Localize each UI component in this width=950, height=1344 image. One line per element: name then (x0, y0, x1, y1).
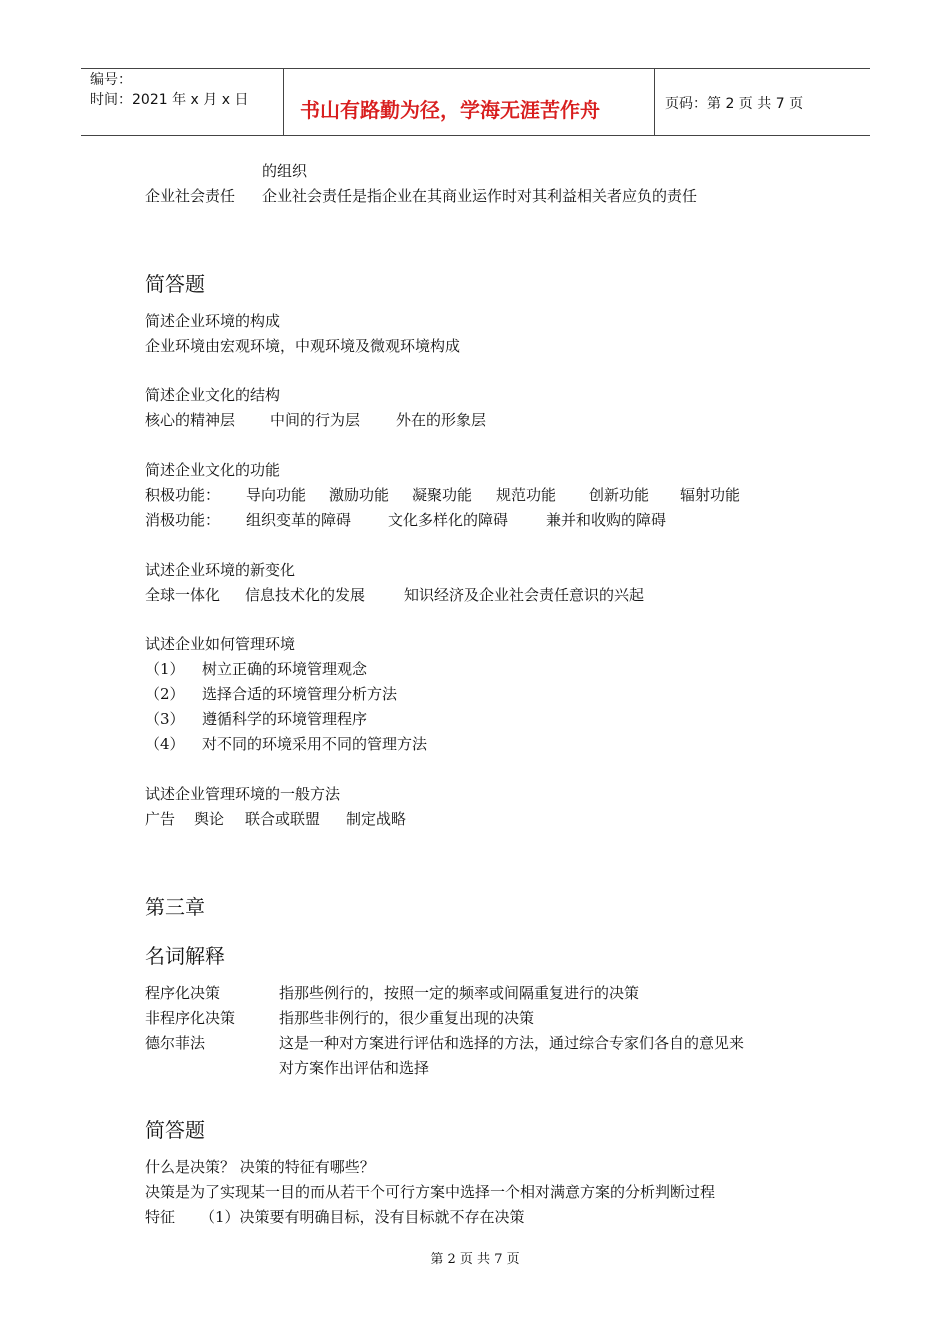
term-definition-continued: 对方案作出评估和选择 (279, 1059, 430, 1077)
csr-definition: 企业社会责任是指企业在其商业运作时对其利益相关者应负的责任 (262, 187, 698, 205)
q7-feature-item: （1）决策要有明确目标，没有目标就不存在决策 (200, 1208, 525, 1226)
q3-positive-label: 积极功能： (145, 486, 221, 504)
q4-answer-item: 信息技术化的发展 (245, 586, 366, 604)
q5-item-text: 遵循科学的环境管理程序 (202, 710, 368, 728)
q3-positive-item: 规范功能 (496, 486, 557, 504)
csr-term: 企业社会责任 (145, 187, 236, 205)
section-heading-short-answer-2: 简答题 (145, 1118, 205, 1142)
q4-title: 试述企业环境的新变化 (145, 561, 296, 579)
header-top-border (81, 68, 870, 69)
q3-title: 简述企业文化的功能 (145, 461, 281, 479)
q1-title: 简述企业环境的构成 (145, 312, 281, 330)
q2-answer-item: 中间的行为层 (270, 411, 361, 429)
q3-negative-item: 文化多样化的障碍 (388, 511, 509, 529)
q5-title: 试述企业如何管理环境 (145, 635, 296, 653)
q5-item-text: 对不同的环境采用不同的管理方法 (202, 735, 428, 753)
q4-answer-item: 知识经济及企业社会责任意识的兴起 (404, 586, 645, 604)
chapter-heading: 第三章 (145, 895, 205, 919)
q5-item-text: 选择合适的环境管理分析方法 (202, 685, 398, 703)
q6-title: 试述企业管理环境的一般方法 (145, 785, 341, 803)
doc-date-label: 时间：2021 年 x 月 x 日 (90, 92, 249, 108)
header-page-label: 页码：第 2 页 共 7 页 (665, 96, 804, 112)
header-bottom-border (81, 135, 870, 136)
doc-number-label: 编号： (90, 72, 132, 88)
q5-item-number: （2） (145, 685, 185, 703)
page-footer: 第 2 页 共 7 页 (430, 1252, 520, 1267)
q2-title: 简述企业文化的结构 (145, 386, 281, 404)
q5-item-text: 树立正确的环境管理观念 (202, 660, 368, 678)
section-heading-short-answer: 简答题 (145, 272, 205, 296)
q2-answer-item: 核心的精神层 (145, 411, 236, 429)
q6-answer-item: 广告 (145, 810, 176, 828)
q1-answer: 企业环境由宏观环境，中观环境及微观环境构成 (145, 337, 461, 355)
term-name: 程序化决策 (145, 984, 221, 1002)
q3-positive-item: 创新功能 (589, 486, 650, 504)
q7-feature-label: 特征 (145, 1208, 176, 1226)
term-definition: 这是一种对方案进行评估和选择的方法，通过综合专家们各自的意见来 (279, 1034, 745, 1052)
q7-title: 什么是决策？ 决策的特征有哪些？ (145, 1158, 375, 1176)
org-tail-text: 的组织 (262, 162, 308, 180)
q3-negative-item: 兼并和收购的障碍 (546, 511, 667, 529)
q3-positive-item: 辐射功能 (680, 486, 741, 504)
term-name: 非程序化决策 (145, 1009, 236, 1027)
q3-positive-item: 凝聚功能 (412, 486, 473, 504)
q5-item-number: （3） (145, 710, 185, 728)
q6-answer-item: 制定战略 (346, 810, 407, 828)
q6-answer-item: 联合或联盟 (245, 810, 321, 828)
q3-negative-label: 消极功能： (145, 511, 221, 529)
header-motto: 书山有路勤为径，学海无涯苦作舟 (300, 98, 600, 122)
q3-negative-item: 组织变革的障碍 (246, 511, 352, 529)
header-divider-left (283, 68, 284, 136)
q4-answer-item: 全球一体化 (145, 586, 221, 604)
q6-answer-item: 舆论 (194, 810, 225, 828)
q7-answer: 决策是为了实现某一目的而从若干个可行方案中选择一个相对满意方案的分析判断过程 (145, 1183, 716, 1201)
term-definition: 指那些非例行的，很少重复出现的决策 (279, 1009, 535, 1027)
q2-answer-item: 外在的形象层 (396, 411, 487, 429)
q5-item-number: （1） (145, 660, 185, 678)
term-definition: 指那些例行的，按照一定的频率或间隔重复进行的决策 (279, 984, 640, 1002)
header-divider-right (654, 68, 655, 136)
term-name: 德尔菲法 (145, 1034, 206, 1052)
q3-positive-item: 激励功能 (329, 486, 390, 504)
q3-positive-item: 导向功能 (246, 486, 307, 504)
q5-item-number: （4） (145, 735, 185, 753)
section-heading-terms: 名词解释 (145, 944, 225, 968)
